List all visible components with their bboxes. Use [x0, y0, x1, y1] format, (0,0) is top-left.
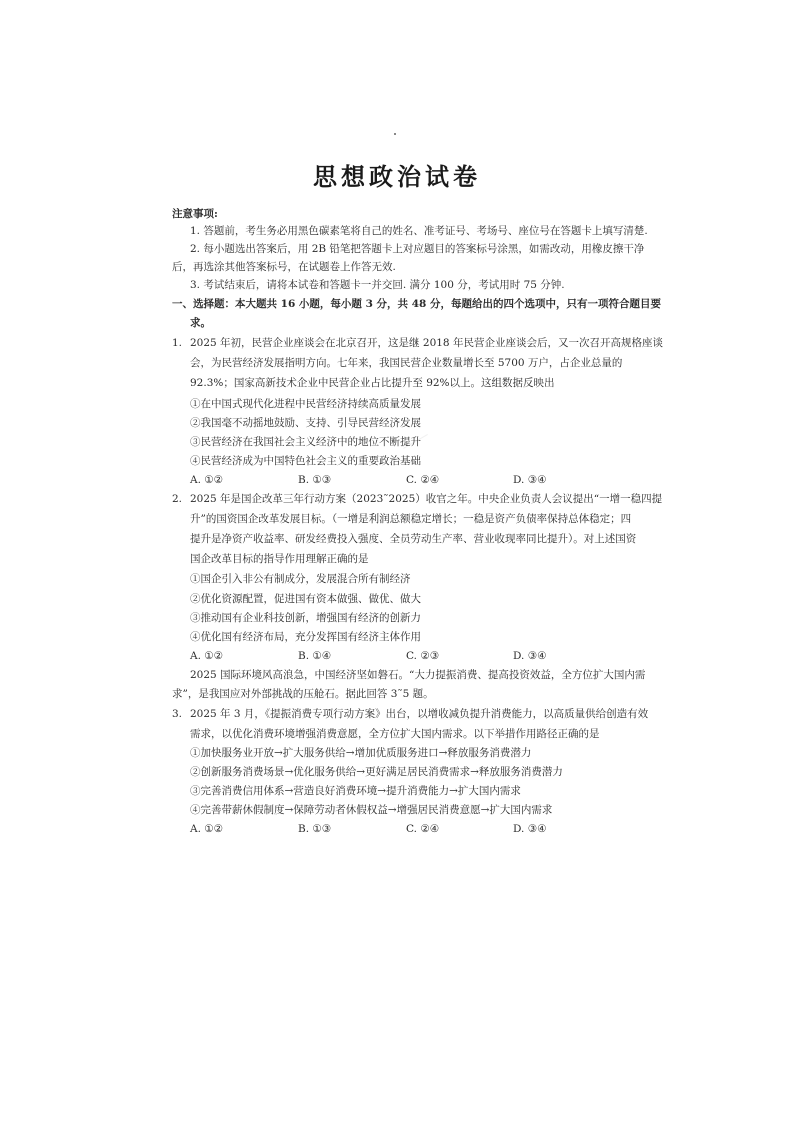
material-intro: 求”，是我国应对外部挑战的压舱石。据此回答 3˜5 题。	[172, 688, 434, 700]
q3-option-b[interactable]: B. ①③	[298, 823, 332, 835]
q1-option-a[interactable]: A. ①②	[190, 474, 224, 486]
q2-stem: 提升是净资产收益率、研发经费投入强度、全员劳动生产率、营业收现率同比提升）。对上述国资	[190, 533, 637, 545]
q2-option-c[interactable]: C. ②③	[406, 650, 440, 662]
q3-item: ①加快服务业开放→扩大服务供给→增加优质服务进口→释放服务消费潜力	[190, 747, 532, 759]
q2-option-b[interactable]: B. ①④	[298, 650, 332, 662]
notice-item: 1. 答题前，考生务必用黑色碳素笔将自己的姓名、准考证号、考场号、座位号在答题卡上填写清楚.	[190, 225, 648, 237]
q1-stem: 92.3%；国家高新技术企业中民营企业占比提升至 92%以上。这组数据反映出	[190, 377, 555, 389]
q1-option-b[interactable]: B. ①③	[298, 474, 332, 486]
notice-item: 3. 考试结束后，请将本试卷和答题卡一并交回. 满分 100 分，考试用时 75 分钟.	[190, 279, 565, 291]
q2-stem: 国企改革目标的指导作用理解正确的是	[190, 553, 369, 565]
material-intro: 2025 国际环境风高浪急，中国经济坚如磐石。“大力提振消费、提高投资效益，全方位扩大国内需	[190, 669, 646, 681]
q1-option-d[interactable]: D. ③④	[513, 474, 547, 486]
q2-option-d[interactable]: D. ③④	[513, 650, 547, 662]
q1-item: ③民营经济在我国社会主义经济中的地位不断提升	[190, 436, 421, 448]
notice-item: 2. 每小题选出答案后，用 2B 铅笔把答题卡上对应题目的答案标号涂黑，如需改动，用橡皮擦干净	[190, 243, 645, 255]
q1-item: ①在中国式现代化进程中民营经济持续高质量发展	[190, 398, 421, 410]
q3-option-d[interactable]: D. ③④	[513, 823, 547, 835]
q2-option-a[interactable]: A. ①②	[190, 650, 224, 662]
q3-item: ③完善消费信用体系→营造良好消费环境→提升消费能力→扩大国内需求	[190, 785, 521, 797]
q3-option-c[interactable]: C. ②④	[406, 823, 440, 835]
q1-stem: 会，为民营经济发展指明方向。七年来，我国民营企业数量增长至 5700 万户，占企业总量的	[190, 357, 623, 369]
q2-stem: 2025 年是国企改革三年行动方案（2023˜2025）收官之年。中央企业负责人会议提出“一增一稳四提	[190, 493, 663, 505]
q1-number: 1.	[172, 337, 183, 349]
q3-item: ②创新服务消费场景→优化服务供给→更好满足居民消费需求→释放服务消费潜力	[190, 766, 563, 778]
notice-item: 后，再选涂其他答案标号，在试题卷上作答无效.	[172, 261, 396, 273]
page-title: 思想政治试卷	[313, 162, 481, 191]
q3-item: ④完善带薪休假制度→保障劳动者休假权益→增强居民消费意愿→扩大国内需求	[190, 804, 553, 816]
scan-speck	[394, 133, 396, 135]
q2-number: 2.	[172, 493, 183, 505]
q2-item: ④优化国有经济布局，充分发挥国有经济主体作用	[190, 631, 421, 643]
notice-heading: 注意事项:	[172, 208, 218, 220]
q2-item: ③推动国有企业科技创新，增强国有经济的创新力	[190, 612, 421, 624]
q1-item: ②我国毫不动摇地鼓励、支持、引导民营经济发展	[190, 417, 421, 429]
q2-item: ②优化资源配置，促进国有资本做强、做优、做大	[190, 593, 421, 605]
q3-option-a[interactable]: A. ①②	[190, 823, 224, 835]
section-heading: 一、选择题：本大题共 16 小题，每小题 3 分，共 48 分，每题给出的四个选项中，只有一项符合题目要	[172, 298, 661, 310]
q2-item: ①国企引入非公有制成分，发展混合所有制经济	[190, 573, 411, 585]
q1-stem: 2025 年初，民营企业座谈会在北京召开，这是继 2018 年民营企业座谈会后，又一次召开高规格座谈	[190, 337, 663, 349]
q3-stem: 2025 年 3 月，《提振消费专项行动方案》出台，以增收减负提升消费能力，以高质量供给创造有效	[190, 708, 649, 720]
q1-option-c[interactable]: C. ②④	[406, 474, 440, 486]
q1-item: ④民营经济成为中国特色社会主义的重要政治基础	[190, 455, 421, 467]
q2-stem: 升”的国资国企改革发展目标。（一增是利润总额稳定增长；一稳是资产负债率保持总体稳定；四	[190, 513, 632, 525]
section-heading-cont: 求。	[190, 317, 211, 329]
q3-number: 3.	[172, 708, 183, 720]
q3-stem: 需求，以优化消费环境增强消费意愿，全方位扩大国内需求。以下举措作用路径正确的是	[190, 728, 600, 740]
